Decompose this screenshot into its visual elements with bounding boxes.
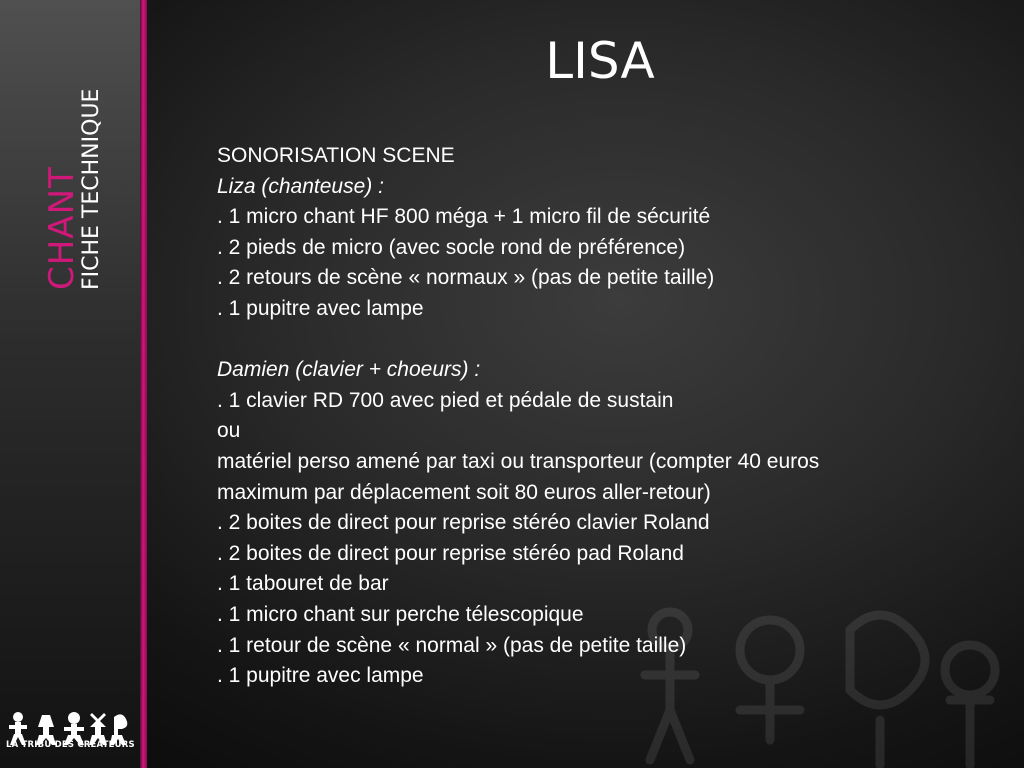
- content-line: Damien (clavier + choeurs) :: [217, 358, 481, 382]
- content-line: . 1 clavier RD 700 avec pied et pédale de sustain: [217, 388, 674, 412]
- content-line: . 1 micro chant sur perche télescopique: [217, 602, 584, 626]
- content-line: . 2 pieds de micro (avec socle rond de préférence): [217, 235, 686, 259]
- logo-caption: LA TRIBU DES CRÉATEURS: [6, 740, 135, 750]
- blank-line: [217, 325, 997, 356]
- content-line: . 1 tabouret de bar: [217, 572, 389, 596]
- sidebar-accent-rule: [140, 0, 147, 768]
- vertical-section-title: [44, 50, 110, 290]
- content-line: . 1 pupitre avec lampe: [217, 296, 424, 320]
- content-line: . 2 retours de scène « normaux » (pas de petite taille): [217, 266, 715, 290]
- page-title: LISA: [545, 32, 655, 90]
- content-line: . 1 pupitre avec lampe: [217, 664, 424, 688]
- content-line: ou: [217, 419, 241, 443]
- content-line: . 1 micro chant HF 800 méga + 1 micro fil de sécurité: [217, 205, 711, 229]
- category-label: CHANT: [42, 166, 82, 290]
- subtitle-label: FICHE TECHNIQUE: [79, 88, 104, 290]
- content-line: . 1 retour de scène « normal » (pas de petite taille): [217, 633, 687, 657]
- tribal-figures-watermark-icon: [640, 590, 1020, 768]
- content-line: . 2 boites de direct pour reprise stéréo pad Roland: [217, 541, 684, 565]
- content-line: . 2 boites de direct pour reprise stéréo clavier Roland: [217, 511, 710, 535]
- content-line: maximum par déplacement soit 80 euros aller-retour): [217, 480, 711, 504]
- content-line: Liza (chanteuse) :: [217, 174, 384, 198]
- content-line: SONORISATION SCENE: [217, 144, 455, 167]
- content-line: matériel perso amené par taxi ou transporteur (compter 40 euros: [217, 449, 820, 473]
